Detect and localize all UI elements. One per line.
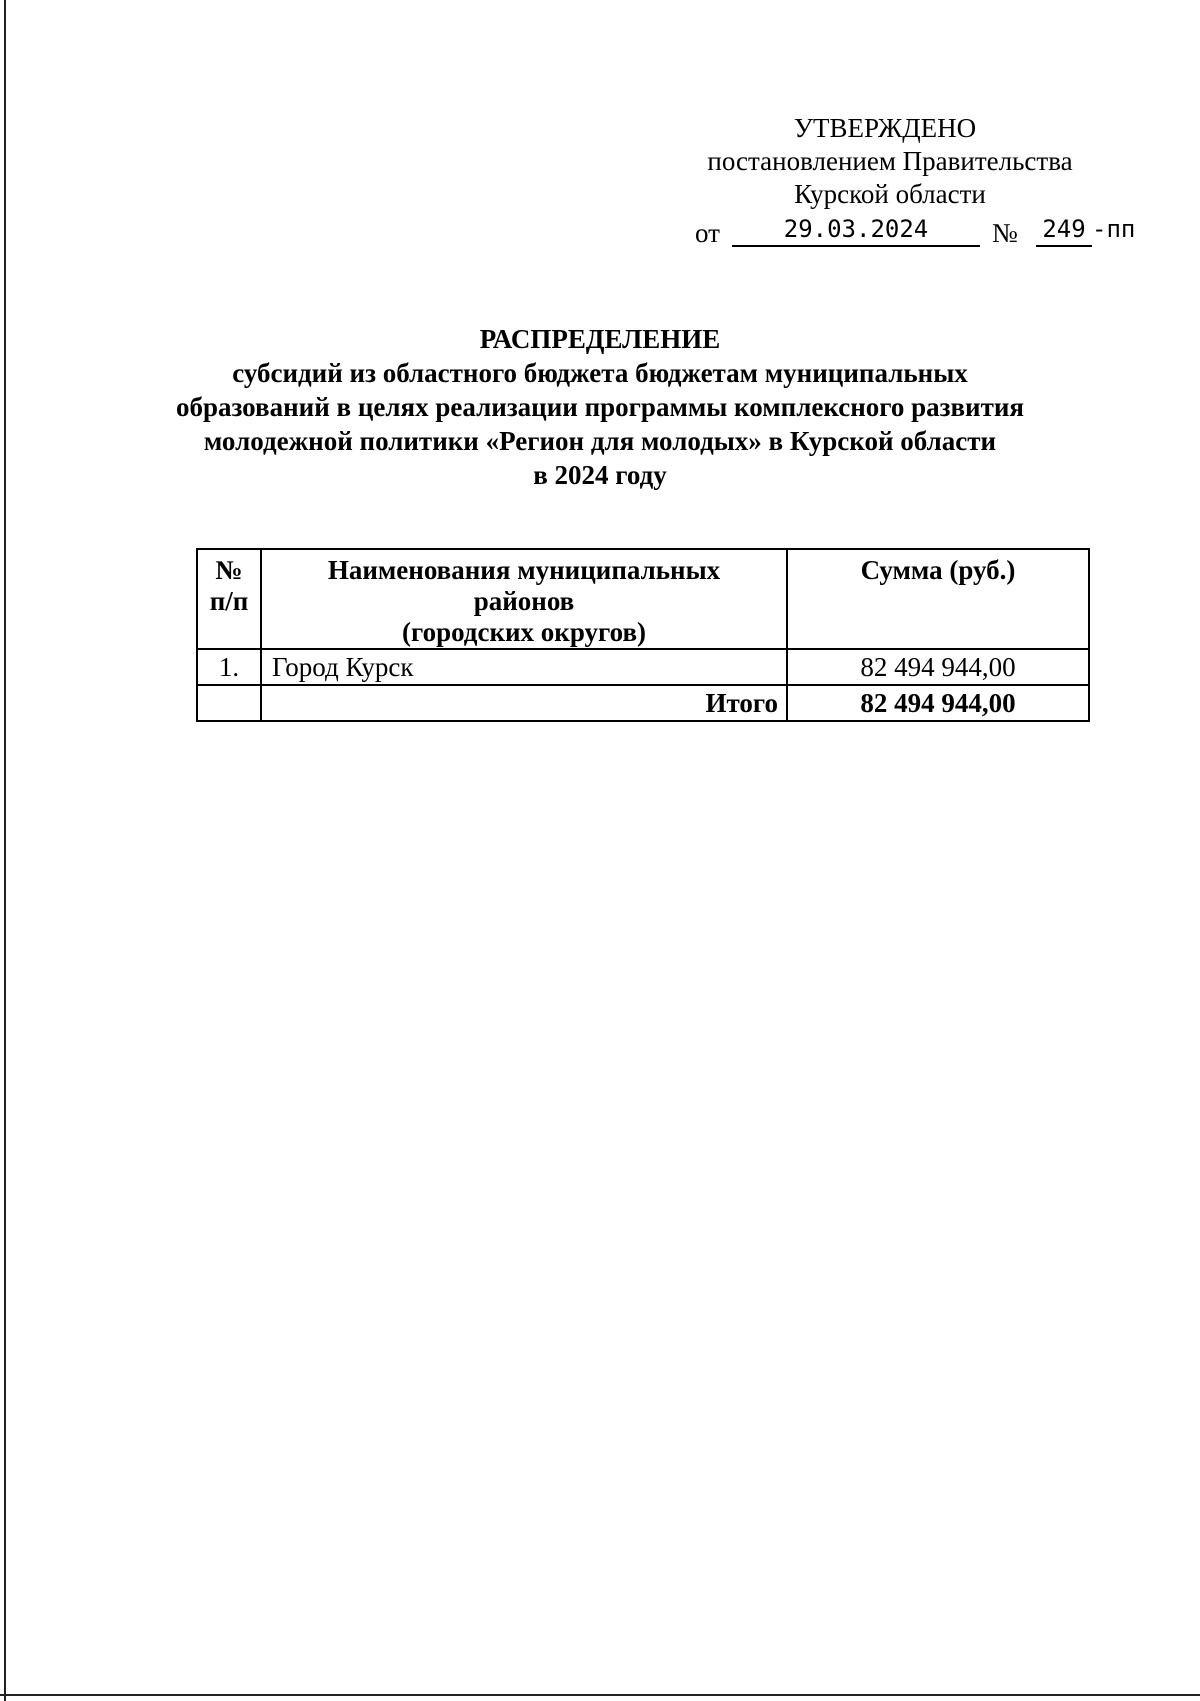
total-label: Итого	[261, 685, 787, 721]
heading-line-3: молодежной политики «Регион для молодых» в Курской области	[203, 426, 997, 456]
header-num	[197, 549, 261, 649]
table-header-row	[197, 549, 1089, 649]
row-num: 1.	[197, 649, 261, 685]
header-name-line-2: районов	[473, 586, 575, 616]
table-row	[197, 649, 1089, 685]
approval-title: УТВЕРЖДЕНО	[793, 113, 977, 143]
row-sum: 82 494 944,00	[787, 649, 1089, 685]
row-name: Город Курск	[261, 649, 787, 685]
document-heading	[150, 322, 1050, 492]
scan-edge-bottom	[0, 1694, 1200, 1696]
heading-line-4: в 2024 году	[533, 460, 667, 490]
heading-line-2: образований в целях реализации программы комплексного развития	[175, 392, 1025, 422]
header-name	[261, 549, 787, 649]
header-num-line-1: №	[215, 555, 243, 585]
distribution-table-wrap	[196, 548, 1090, 722]
heading-title: РАСПРЕДЕЛЕНИЕ	[479, 324, 721, 354]
table-total-row	[197, 685, 1089, 721]
date-field: 29.03.2024	[732, 213, 980, 247]
header-name-line-3: (городских округов)	[401, 617, 647, 647]
approval-line-1: постановлением Правительства	[707, 146, 1073, 176]
total-num-empty	[197, 685, 261, 721]
number-sign: №	[992, 218, 1018, 248]
header-sum-label: Сумма (руб.)	[860, 555, 1016, 585]
header-name-line-1: Наименования муниципальных	[327, 555, 721, 585]
header-num-line-2: п/п	[209, 586, 249, 616]
heading-line-1: субсидий из областного бюджета бюджетам муниципальных	[232, 358, 968, 388]
number-suffix: -пп	[1092, 215, 1136, 243]
distribution-table	[196, 548, 1090, 722]
total-sum: 82 494 944,00	[787, 685, 1089, 721]
scan-edge-left	[4, 0, 6, 1701]
approval-block	[650, 112, 1136, 249]
date-prefix: от	[695, 218, 720, 248]
approval-date-row	[650, 213, 1136, 249]
header-sum	[787, 549, 1089, 649]
approval-line-2: Курской области	[794, 179, 986, 209]
number-field: 249	[1036, 213, 1092, 247]
